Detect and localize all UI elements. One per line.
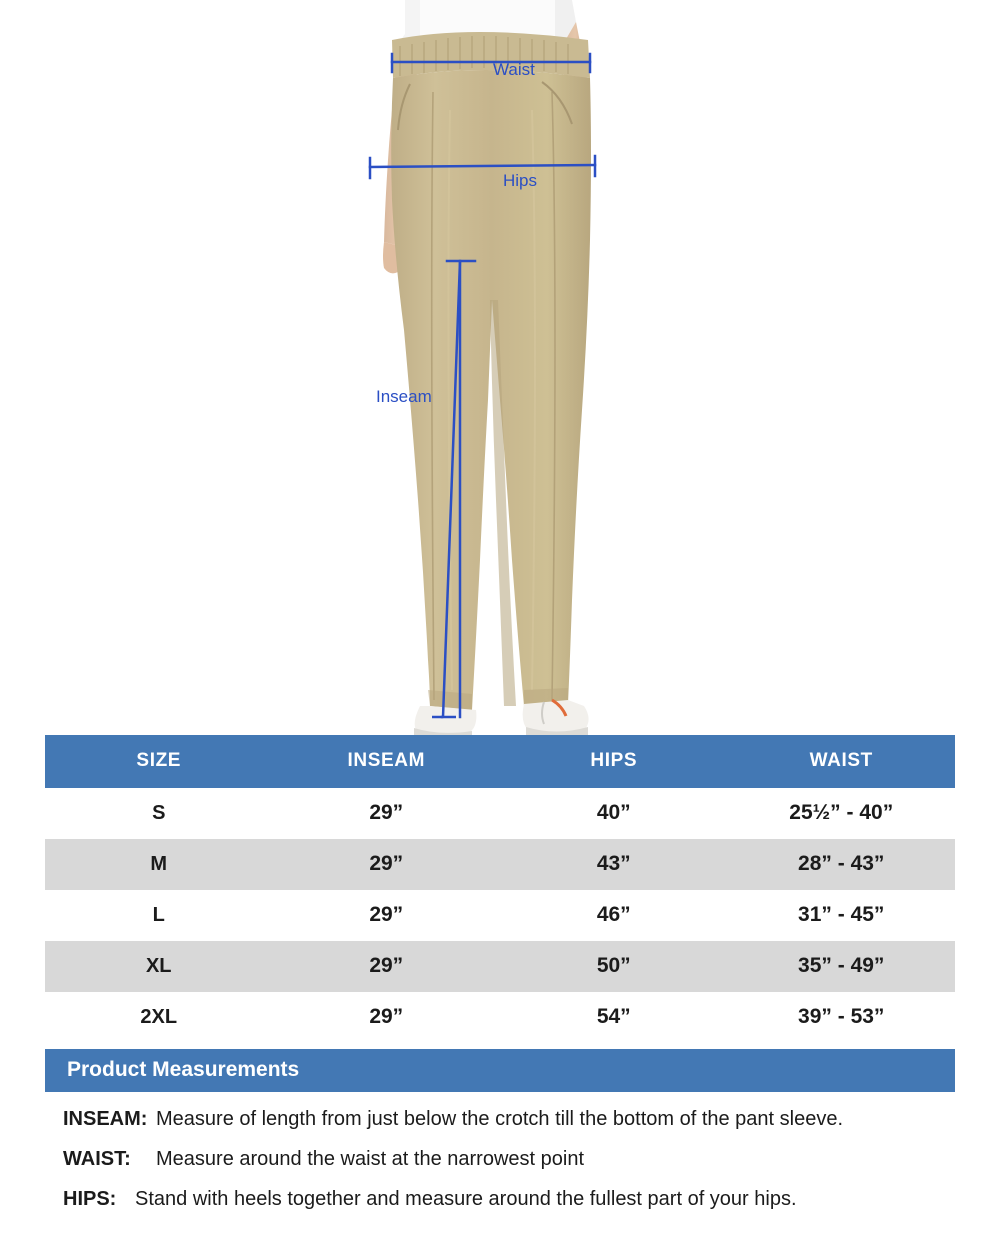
definition-text-inseam: Measure of length from just below the crotch till the bottom of the pant sleeve.: [156, 1108, 844, 1130]
column-header-hips: HIPS: [500, 735, 728, 788]
table-row: [45, 941, 955, 992]
cell-inseam: 29”: [273, 839, 501, 890]
definition-text-hips: Stand with heels together and measure around the fullest part of your hips.: [135, 1188, 797, 1210]
cell-waist: 25½” - 40”: [789, 801, 894, 824]
cell-hips: 43”: [500, 839, 728, 890]
cell-size: XL: [45, 941, 273, 992]
product-measurements-section: [45, 1049, 955, 1212]
measurement-definition-inseam: [45, 1107, 955, 1132]
cell-inseam: 29”: [369, 1005, 404, 1028]
table-row: [45, 992, 955, 1043]
cell-inseam: 29”: [273, 941, 501, 992]
waist-annotation-label: Waist: [493, 60, 535, 79]
measurement-definition-waist: [45, 1147, 955, 1172]
cell-hips: 50”: [500, 941, 728, 992]
cell-hips: 40”: [596, 801, 631, 824]
model-photo: [300, 0, 700, 735]
cell-waist: 39” - 53”: [798, 1005, 885, 1028]
product-measurements-title: Product Measurements: [45, 1049, 955, 1092]
cell-hips: 46”: [596, 903, 631, 926]
cell-size: 2XL: [140, 1005, 178, 1028]
inseam-annotation-label: Inseam: [376, 387, 432, 406]
definition-term-inseam: INSEAM:: [63, 1108, 148, 1130]
measurement-definition-hips: [45, 1187, 955, 1212]
cell-inseam: 29”: [369, 801, 404, 824]
cell-size: S: [152, 801, 166, 824]
definition-term-waist: WAIST:: [63, 1148, 131, 1170]
column-header-inseam: INSEAM: [273, 735, 501, 788]
column-header-size: SIZE: [45, 735, 273, 788]
table-row: [45, 890, 955, 941]
size-chart-table: [45, 735, 955, 1043]
table-row: [45, 788, 955, 839]
hips-annotation-label: Hips: [503, 171, 538, 190]
cell-waist: 35” - 49”: [728, 941, 956, 992]
definition-text-waist: Measure around the waist at the narrowest point: [156, 1148, 585, 1170]
table-row: [45, 839, 955, 890]
definition-term-hips: HIPS:: [63, 1188, 117, 1210]
column-header-waist: WAIST: [728, 735, 956, 788]
cell-waist: 31” - 45”: [798, 903, 885, 926]
cell-size: M: [45, 839, 273, 890]
cell-hips: 54”: [596, 1005, 631, 1028]
cell-inseam: 29”: [369, 903, 404, 926]
table-header-row: [45, 735, 955, 788]
cell-size: L: [152, 903, 165, 926]
cell-waist: 28” - 43”: [728, 839, 956, 890]
